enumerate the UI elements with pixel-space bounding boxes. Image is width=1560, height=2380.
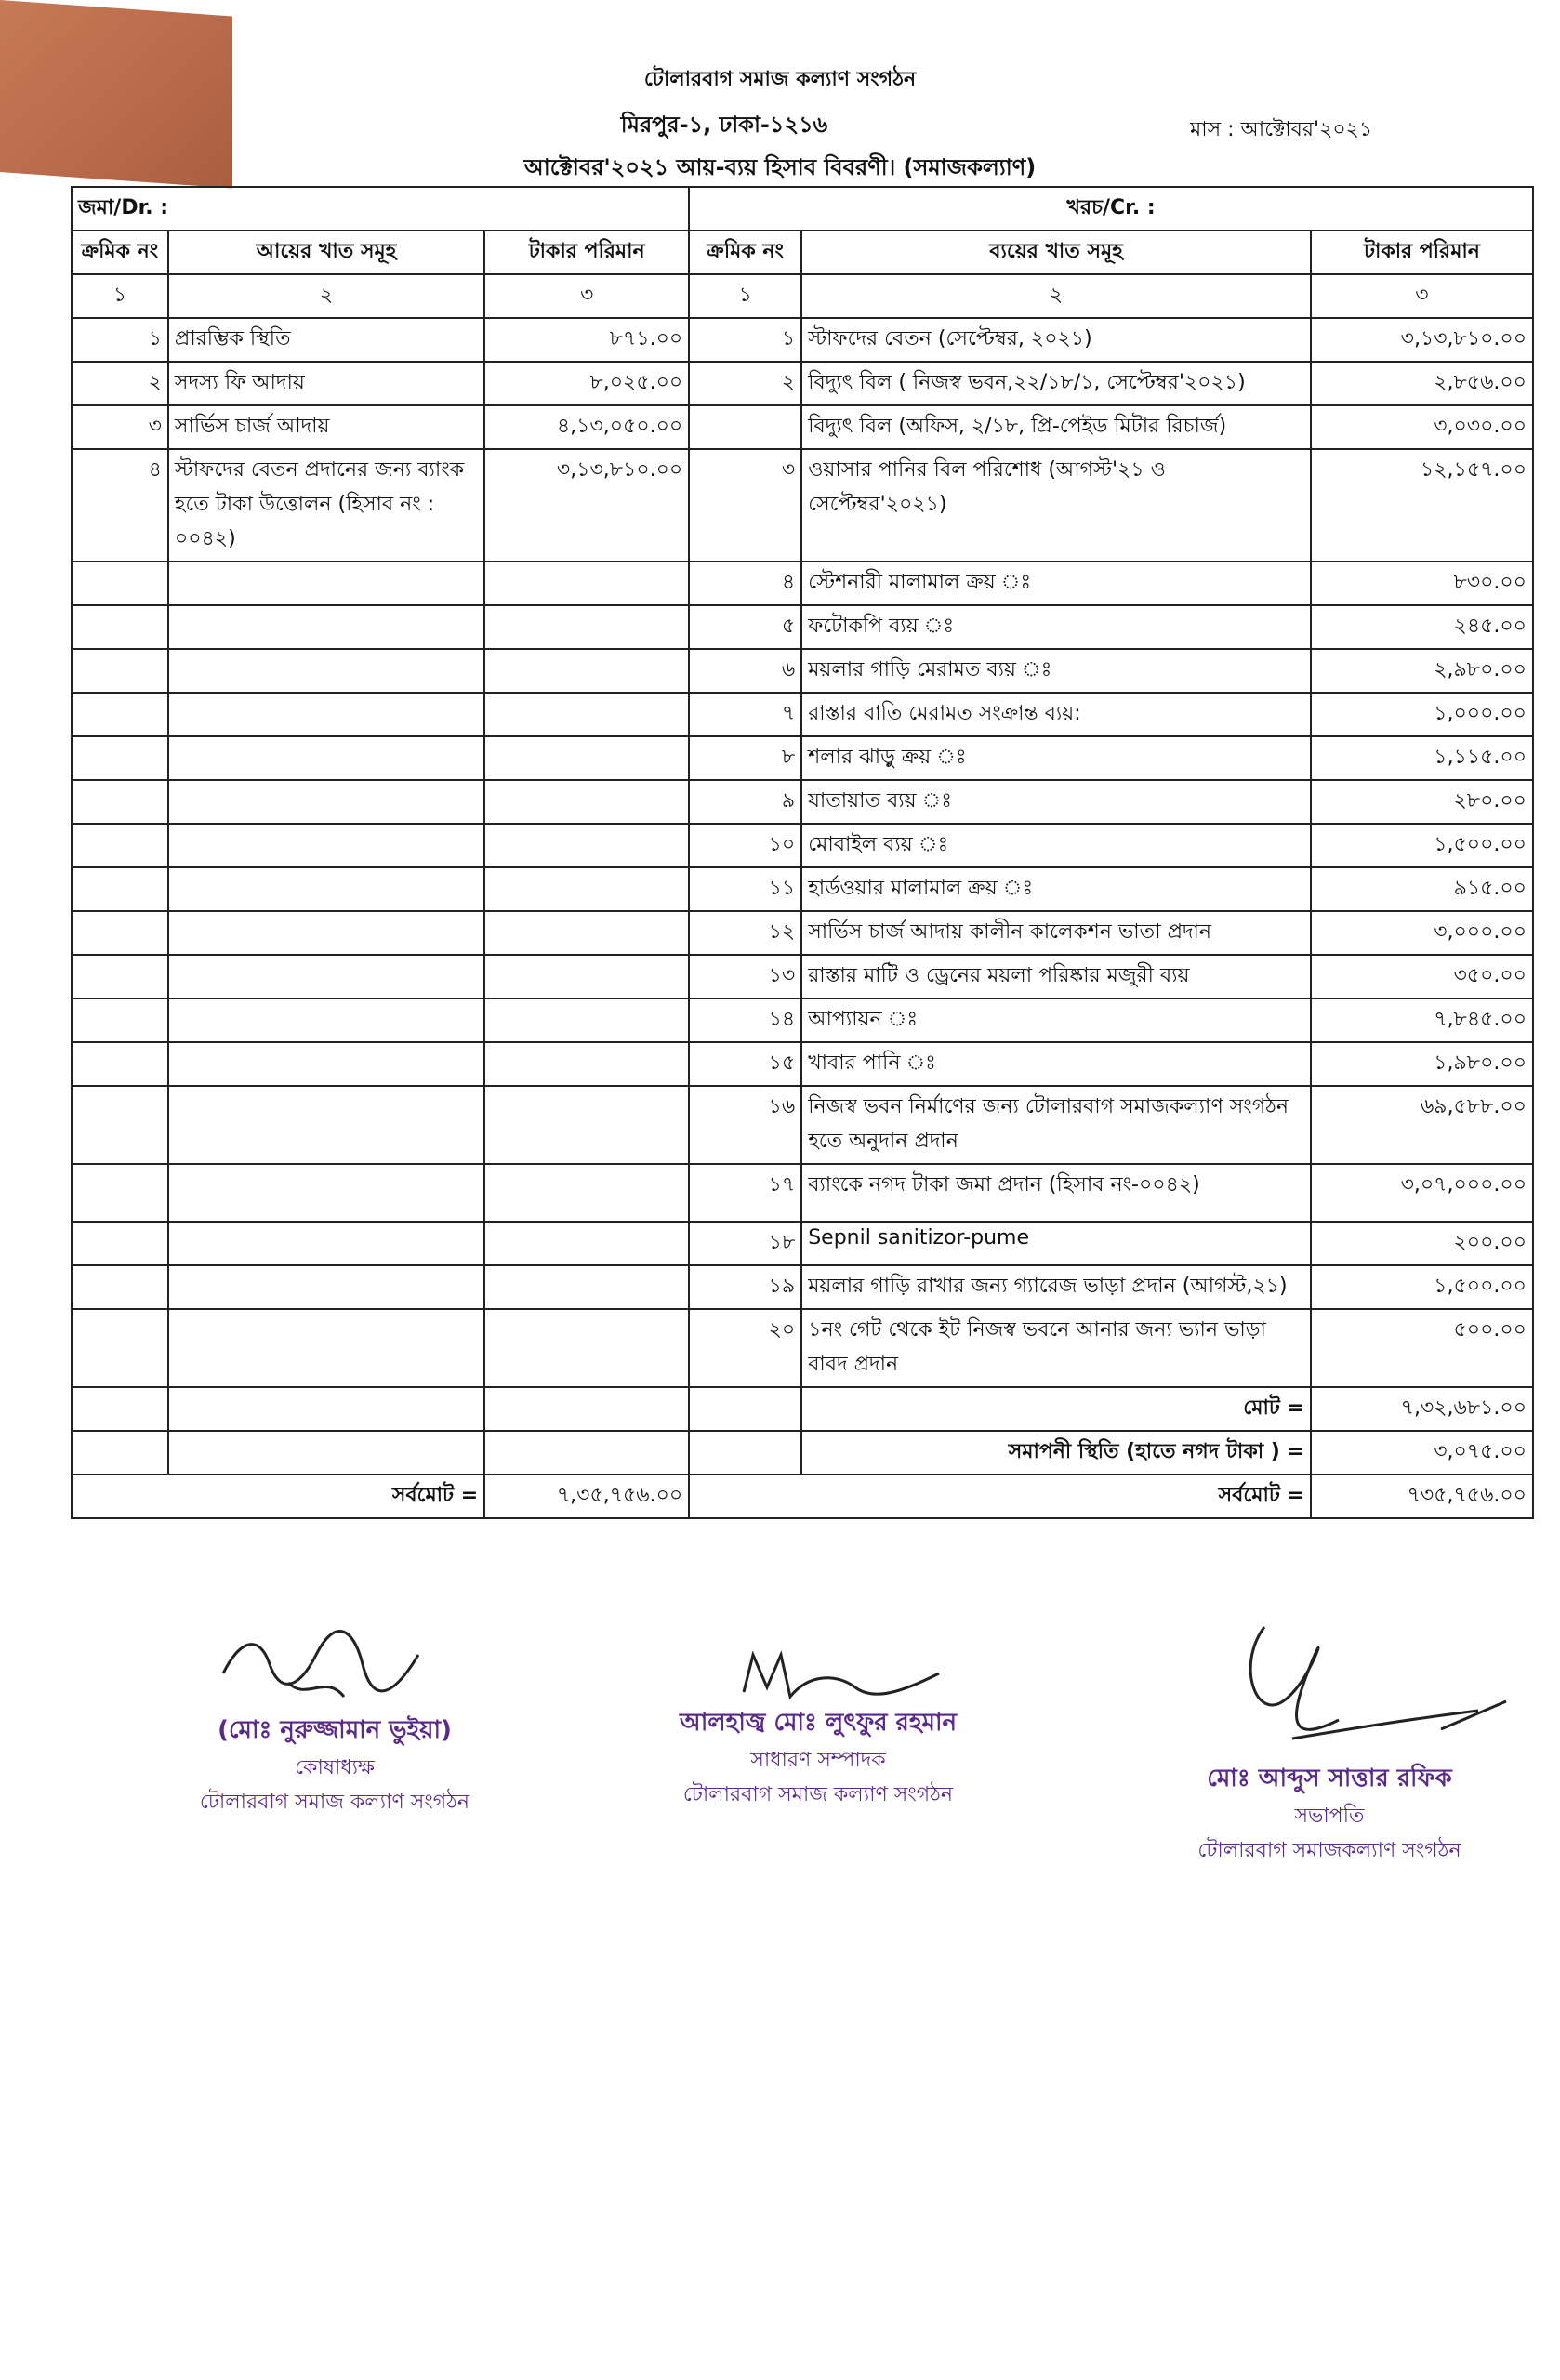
org-title: টোলারবাগ সমাজ কল্যাণ সংগঠন: [643, 68, 917, 91]
secretary-name: আলহাজ্ব মোঃ লুৎফুর রহমান: [679, 1709, 958, 1737]
income-desc: [168, 693, 484, 736]
table-row: [72, 318, 1533, 362]
grand-total-expense: ৭৩৫,৭৫৬.০০: [1311, 1474, 1533, 1518]
table-row: [72, 824, 1533, 867]
colnum: ১: [72, 274, 168, 318]
table-row: [72, 1309, 1533, 1387]
expense-amount: ১,৫০০.০০: [1311, 1265, 1533, 1309]
table-row: [72, 736, 1533, 780]
table-row: [72, 998, 1533, 1042]
expense-desc: ওয়াসার পানির বিল পরিশোধ (আগস্ট'২১ ও সেপ্টেম্বর'২০২১): [801, 449, 1311, 562]
closing-balance-label: সমাপনী স্থিতি (হাতে নগদ টাকা ) =: [801, 1431, 1311, 1474]
table-row: [72, 911, 1533, 955]
income-no: [72, 1265, 168, 1309]
expense-no: ১৮: [689, 1222, 801, 1265]
colnum: ১: [689, 274, 801, 318]
expense-no: ৮: [689, 736, 801, 780]
expense-desc: শলার ঝাড়ু ক্রয় ঃ: [801, 736, 1311, 780]
expense-amount: ৮৩০.০০: [1311, 562, 1533, 605]
income-desc: [168, 867, 484, 911]
col-no-expense: ক্রমিক নং: [689, 231, 801, 274]
expense-amount: ১,৯৮০.০০: [1311, 1042, 1533, 1086]
table-row: [72, 649, 1533, 693]
income-amount: [484, 1164, 689, 1222]
income-no: [72, 1164, 168, 1222]
expense-amount: ১,০০০.০০: [1311, 693, 1533, 736]
income-desc: [168, 955, 484, 998]
income-no: [72, 867, 168, 911]
table-row: [72, 1164, 1533, 1222]
grand-total-income: ৭,৩৫,৭৫৬.০০: [484, 1474, 689, 1518]
expense-desc: Sepnil sanitizor-pume: [801, 1222, 1311, 1265]
total-value: ৭,৩২,৬৮১.০০: [1311, 1387, 1533, 1431]
treasurer-org: টোলারবাগ সমাজ কল্যাণ সংগঠন: [199, 1791, 470, 1814]
expense-no: ১০: [689, 824, 801, 867]
income-amount: ৮,০২৫.০০: [484, 362, 689, 405]
expense-amount: ৩,০৭,০০০.০০: [1311, 1164, 1533, 1222]
table-row: [72, 1222, 1533, 1265]
income-amount: [484, 867, 689, 911]
income-desc: সার্ভিস চার্জ আদায়: [168, 405, 484, 449]
col-income-head: আয়ের খাত সমূহ: [168, 231, 484, 274]
income-amount: [484, 649, 689, 693]
debit-label: জমা/Dr. :: [72, 187, 689, 231]
expense-no: ১৯: [689, 1265, 801, 1309]
income-desc: [168, 605, 484, 649]
expense-no: ১৪: [689, 998, 801, 1042]
income-amount: [484, 1086, 689, 1164]
income-amount: [484, 562, 689, 605]
col-amount-expense: টাকার পরিমান: [1311, 231, 1533, 274]
expense-amount: ১২,১৫৭.০০: [1311, 449, 1533, 562]
expense-no: ৪: [689, 562, 801, 605]
expense-amount: ৫০০.০০: [1311, 1309, 1533, 1387]
income-amount: ৩,১৩,৮১০.০০: [484, 449, 689, 562]
expense-no: ২০: [689, 1309, 801, 1387]
expense-amount: ১,৫০০.০০: [1311, 824, 1533, 867]
income-desc: [168, 824, 484, 867]
income-amount: [484, 1042, 689, 1086]
expense-amount: ২০০.০০: [1311, 1222, 1533, 1265]
income-desc: [168, 1265, 484, 1309]
income-no: [72, 736, 168, 780]
income-amount: [484, 911, 689, 955]
president-block: [1144, 1759, 1515, 1869]
income-desc: সদস্য ফি আদায়: [168, 362, 484, 405]
treasurer-role: কোষাধ্যক্ষ: [295, 1756, 375, 1779]
expense-desc: বিদ্যুৎ বিল (অফিস, ২/১৮, প্রি-পেইড মিটার রিচার্জ): [801, 405, 1311, 449]
income-no: [72, 911, 168, 955]
col-expense-head: ব্যয়ের খাত সমূহ: [801, 231, 1311, 274]
expense-amount: ৩,০৩০.০০: [1311, 405, 1533, 449]
expense-amount: ৭,৮৪৫.০০: [1311, 998, 1533, 1042]
income-desc: স্টাফদের বেতন প্রদানের জন্য ব্যাংক হতে টাকা উত্তোলন (হিসাব নং : ০০৪২): [168, 449, 484, 562]
expense-desc: রাস্তার বাতি মেরামত সংক্রান্ত ব্যয়:: [801, 693, 1311, 736]
secretary-signature: [734, 1646, 958, 1711]
table-row: [72, 1265, 1533, 1309]
expense-amount: ৯১৫.০০: [1311, 867, 1533, 911]
income-no: ৩: [72, 405, 168, 449]
income-amount: [484, 605, 689, 649]
expense-amount: ২৪৫.০০: [1311, 605, 1533, 649]
income-desc: [168, 1042, 484, 1086]
expense-desc: হার্ডওয়ার মালামাল ক্রয় ঃ: [801, 867, 1311, 911]
president-org: টোলারবাগ সমাজকল্যাণ সংগঠন: [1197, 1839, 1461, 1862]
table-row: [72, 605, 1533, 649]
income-no: [72, 998, 168, 1042]
col-amount-income: টাকার পরিমান: [484, 231, 689, 274]
col-no-income: ক্রমিক নং: [72, 231, 168, 274]
income-desc: [168, 649, 484, 693]
expense-desc: ১নং গেট থেকে ইট নিজস্ব ভবনে আনার জন্য ভ্যান ভাড়া বাবদ প্রদান: [801, 1309, 1311, 1387]
expense-amount: ৩৫০.০০: [1311, 955, 1533, 998]
expense-amount: ২,৯৮০.০০: [1311, 649, 1533, 693]
president-signature: [1199, 1608, 1525, 1766]
income-desc: [168, 780, 484, 824]
colnum: ৩: [484, 274, 689, 318]
colnum: ২: [168, 274, 484, 318]
expense-amount: ২,৮৫৬.০০: [1311, 362, 1533, 405]
income-amount: ৮৭১.০০: [484, 318, 689, 362]
treasurer-name: (মোঃ নুরুজ্জামান ভুইয়া): [218, 1716, 452, 1744]
income-no: [72, 1086, 168, 1164]
address: মিরপুর-১, ঢাকা-১২১৬: [620, 112, 828, 138]
income-desc: [168, 911, 484, 955]
income-amount: [484, 1265, 689, 1309]
expense-no: ৩: [689, 449, 801, 562]
income-desc: [168, 1086, 484, 1164]
income-no: [72, 824, 168, 867]
table-row: [72, 405, 1533, 449]
income-amount: [484, 955, 689, 998]
secretary-org: টোলারবাগ সমাজ কল্যাণ সংগঠন: [682, 1783, 954, 1806]
income-no: [72, 693, 168, 736]
table-row: [72, 955, 1533, 998]
expense-no: ১: [689, 318, 801, 362]
income-amount: [484, 780, 689, 824]
expense-desc: সার্ভিস চার্জ আদায় কালীন কালেকশন ভাতা প্রদান: [801, 911, 1311, 955]
income-desc: [168, 562, 484, 605]
table-row: [72, 362, 1533, 405]
income-no: ২: [72, 362, 168, 405]
income-desc: [168, 1309, 484, 1387]
income-amount: [484, 693, 689, 736]
expense-desc: স্টাফদের বেতন (সেপ্টেম্বর, ২০২১): [801, 318, 1311, 362]
income-desc: [168, 736, 484, 780]
table-row: [72, 449, 1533, 562]
grand-total-label-income: সর্বমোট =: [72, 1474, 484, 1518]
credit-label: খরচ/Cr. :: [689, 187, 1533, 231]
expense-no: ৫: [689, 605, 801, 649]
secretary-role: সাধারণ সম্পাদক: [750, 1749, 886, 1772]
income-no: [72, 649, 168, 693]
income-no: ৪: [72, 449, 168, 562]
expense-desc: স্টেশনারী মালামাল ক্রয় ঃ: [801, 562, 1311, 605]
expense-no: ১৫: [689, 1042, 801, 1086]
expense-amount: ৩,০০০.০০: [1311, 911, 1533, 955]
income-amount: [484, 1222, 689, 1265]
income-no: [72, 1309, 168, 1387]
expense-desc: ব্যাংকে নগদ টাকা জমা প্রদান (হিসাব নং-০০৪২): [801, 1164, 1311, 1222]
table-row: [72, 562, 1533, 605]
colnum: ২: [801, 274, 1311, 318]
expense-desc: যাতায়াত ব্যয় ঃ: [801, 780, 1311, 824]
expense-desc: মোবাইল ব্যয় ঃ: [801, 824, 1311, 867]
income-amount: [484, 1309, 689, 1387]
total-label: মোট =: [801, 1387, 1311, 1431]
expense-no: [689, 405, 801, 449]
expense-amount: ২৮০.০০: [1311, 780, 1533, 824]
income-no: [72, 780, 168, 824]
income-no: [72, 562, 168, 605]
table-row: [72, 1086, 1533, 1164]
expense-no: ১৭: [689, 1164, 801, 1222]
month-label: মাস : আক্টোবর'২০২১: [1190, 118, 1373, 141]
colnum: ৩: [1311, 274, 1533, 318]
expense-no: ২: [689, 362, 801, 405]
expense-no: ৬: [689, 649, 801, 693]
income-amount: [484, 824, 689, 867]
expense-amount: ৩,১৩,৮১০.০০: [1311, 318, 1533, 362]
expense-no: ১৬: [689, 1086, 801, 1164]
expense-desc: রাস্তার মাটি ও ড্রেনের ময়লা পরিষ্কার মজুরী ব্যয়: [801, 955, 1311, 998]
income-amount: ৪,১৩,০৫০.০০: [484, 405, 689, 449]
table-row: [72, 693, 1533, 736]
income-no: [72, 1222, 168, 1265]
income-no: [72, 605, 168, 649]
expense-amount: ১,১১৫.০০: [1311, 736, 1533, 780]
income-desc: [168, 998, 484, 1042]
table-row: [72, 780, 1533, 824]
grand-total-label-expense: সর্বমোট =: [689, 1474, 1311, 1518]
expense-no: ৭: [689, 693, 801, 736]
expense-no: ১২: [689, 911, 801, 955]
expense-desc: আপ্যায়ন ঃ: [801, 998, 1311, 1042]
expense-amount: ৬৯,৫৮৮.০০: [1311, 1086, 1533, 1164]
statement-title: আক্টোবর'২০২১ আয়-ব্যয় হিসাব বিবরণী। (সমাজকল্যাণ): [523, 154, 1037, 180]
income-desc: প্রারম্ভিক স্থিতি: [168, 318, 484, 362]
expense-no: ১১: [689, 867, 801, 911]
expense-desc: ময়লার গাড়ি রাখার জন্য গ্যারেজ ভাড়া প্রদান (আগস্ট,২১): [801, 1265, 1311, 1309]
table-row: [72, 867, 1533, 911]
president-name: মোঃ আব্দুস সাত্তার রফিক: [1207, 1765, 1452, 1792]
treasurer-signature: [205, 1618, 446, 1720]
income-no: [72, 1042, 168, 1086]
income-desc: [168, 1222, 484, 1265]
income-no: [72, 955, 168, 998]
table-row: [72, 1042, 1533, 1086]
expense-desc: বিদ্যুৎ বিল ( নিজস্ব ভবন,২২/১৮/১, সেপ্টেম্বর'২০২১): [801, 362, 1311, 405]
expense-no: ৯: [689, 780, 801, 824]
secretary-block: [632, 1703, 1004, 1813]
expense-desc: ফটোকপি ব্যয় ঃ: [801, 605, 1311, 649]
ledger-table: [71, 186, 1534, 1519]
expense-no: ১৩: [689, 955, 801, 998]
expense-desc: নিজস্ব ভবন নির্মাণের জন্য টোলারবাগ সমাজকল্যাণ সংগঠন হতে অনুদান প্রদান: [801, 1086, 1311, 1164]
closing-balance-value: ৩,০৭৫.০০: [1311, 1431, 1533, 1474]
income-amount: [484, 998, 689, 1042]
expense-desc: খাবার পানি ঃ: [801, 1042, 1311, 1086]
president-role: সভাপতি: [1294, 1805, 1365, 1828]
income-no: ১: [72, 318, 168, 362]
income-amount: [484, 736, 689, 780]
treasurer-block: [158, 1711, 511, 1820]
expense-desc: ময়লার গাড়ি মেরামত ব্যয় ঃ: [801, 649, 1311, 693]
income-desc: [168, 1164, 484, 1222]
